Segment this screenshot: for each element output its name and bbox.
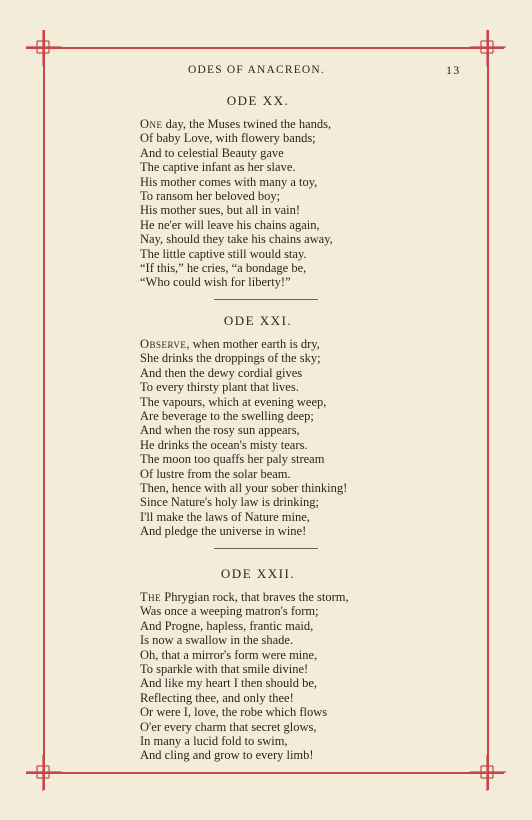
corner-ornament-top-right: [470, 30, 506, 66]
ode-line: And Progne, hapless, frantic maid,: [140, 618, 314, 633]
ode-line: Since Nature's holy law is drinking;: [140, 495, 319, 510]
lead-word: One: [140, 117, 163, 131]
ode-line: He ne'er will leave his chains again,: [140, 217, 320, 232]
ode-line: I'll make the laws of Nature mine,: [140, 509, 310, 524]
ode-line: His mother sues, but all in vain!: [140, 203, 301, 218]
ode-line: Of baby Love, with flowery bands;: [140, 131, 316, 146]
ode-line: Nay, should they take his chains away,: [140, 232, 333, 247]
ode-line: And pledge the universe in wine!: [140, 524, 307, 539]
ode-lines: [140, 590, 440, 763]
ode-line: “If this,” he cries, “a bondage be,: [140, 261, 307, 276]
line-text: , when mother earth is dry,: [186, 337, 320, 351]
ode-line: To every thirsty plant that lives.: [140, 380, 299, 395]
ode-line: And like my heart I then should be,: [140, 676, 318, 691]
section-divider: [214, 299, 318, 300]
ode-line: Was once a weeping matron's form;: [140, 604, 319, 619]
ode-line: The little captive still would stay.: [140, 246, 307, 261]
ode-xxi: [140, 313, 440, 539]
ode-line: Reflecting thee, and only thee!: [140, 690, 294, 705]
ode-line: And then the dewy cordial gives: [140, 365, 303, 380]
ode-line: “Who could wish for liberty!”: [140, 275, 291, 290]
ode-line: He drinks the ocean's misty tears.: [140, 437, 308, 452]
ode-line: [140, 117, 440, 131]
ode-line: Of lustre from the solar beam.: [140, 466, 291, 481]
ode-lines: [140, 337, 440, 539]
frame-top-rule: [26, 47, 504, 49]
ode-xxii: [140, 566, 440, 763]
page-number: 13: [446, 63, 461, 77]
ode-line: The moon too quaffs her paly stream: [140, 452, 325, 467]
line-text: Phrygian rock, that braves the storm,: [161, 590, 349, 604]
ode-line: To ransom her beloved boy;: [140, 189, 281, 204]
ode-title: ODE XX.: [226, 93, 290, 108]
frame-left-rule: [43, 30, 45, 790]
ode-line: Or were I, love, the robe which flows: [140, 705, 328, 720]
ode-line: And to celestial Beauty gave: [140, 145, 284, 160]
corner-ornament-top-left: [26, 30, 62, 66]
ode-line: The captive infant as her slave.: [140, 160, 296, 175]
frame-right-rule: [487, 30, 489, 790]
ode-line: The vapours, which at evening weep,: [140, 394, 327, 409]
line-text: day, the Muses twined the hands,: [162, 117, 332, 131]
ode-line: Are beverage to the swelling deep;: [140, 409, 314, 424]
ode-line: And cling and grow to every limb!: [140, 748, 314, 763]
ode-title: ODE XXI.: [223, 313, 293, 328]
ode-line: Is now a swallow in the shade.: [140, 633, 294, 648]
corner-ornament-bottom-right: [470, 755, 506, 791]
ode-line: Then, hence with all your sober thinking!: [140, 481, 348, 496]
frame-bottom-rule: [26, 772, 504, 774]
ode-line: She drinks the droppings of the sky;: [140, 351, 321, 366]
ode-line: In many a lucid fold to swim,: [140, 734, 288, 749]
lead-word: Observe: [140, 337, 187, 351]
ode-line: To sparkle with that smile divine!: [140, 662, 309, 677]
ode-line: His mother comes with many a toy,: [140, 174, 318, 189]
corner-ornament-bottom-left: [26, 755, 62, 791]
ode-lines: [140, 117, 440, 290]
running-title: ODES OF ANACREON.: [188, 64, 326, 76]
section-divider: [214, 548, 318, 549]
ode-line: O'er every charm that secret glows,: [140, 719, 317, 734]
ode-line: [140, 337, 440, 351]
ode-xx: [140, 93, 440, 290]
ode-title: ODE XXII.: [220, 566, 296, 581]
lead-word: The: [140, 590, 162, 604]
ode-line: Oh, that a mirror's form were mine,: [140, 647, 318, 662]
ode-line: And when the rosy sun appears,: [140, 423, 300, 438]
ode-line: [140, 590, 440, 604]
